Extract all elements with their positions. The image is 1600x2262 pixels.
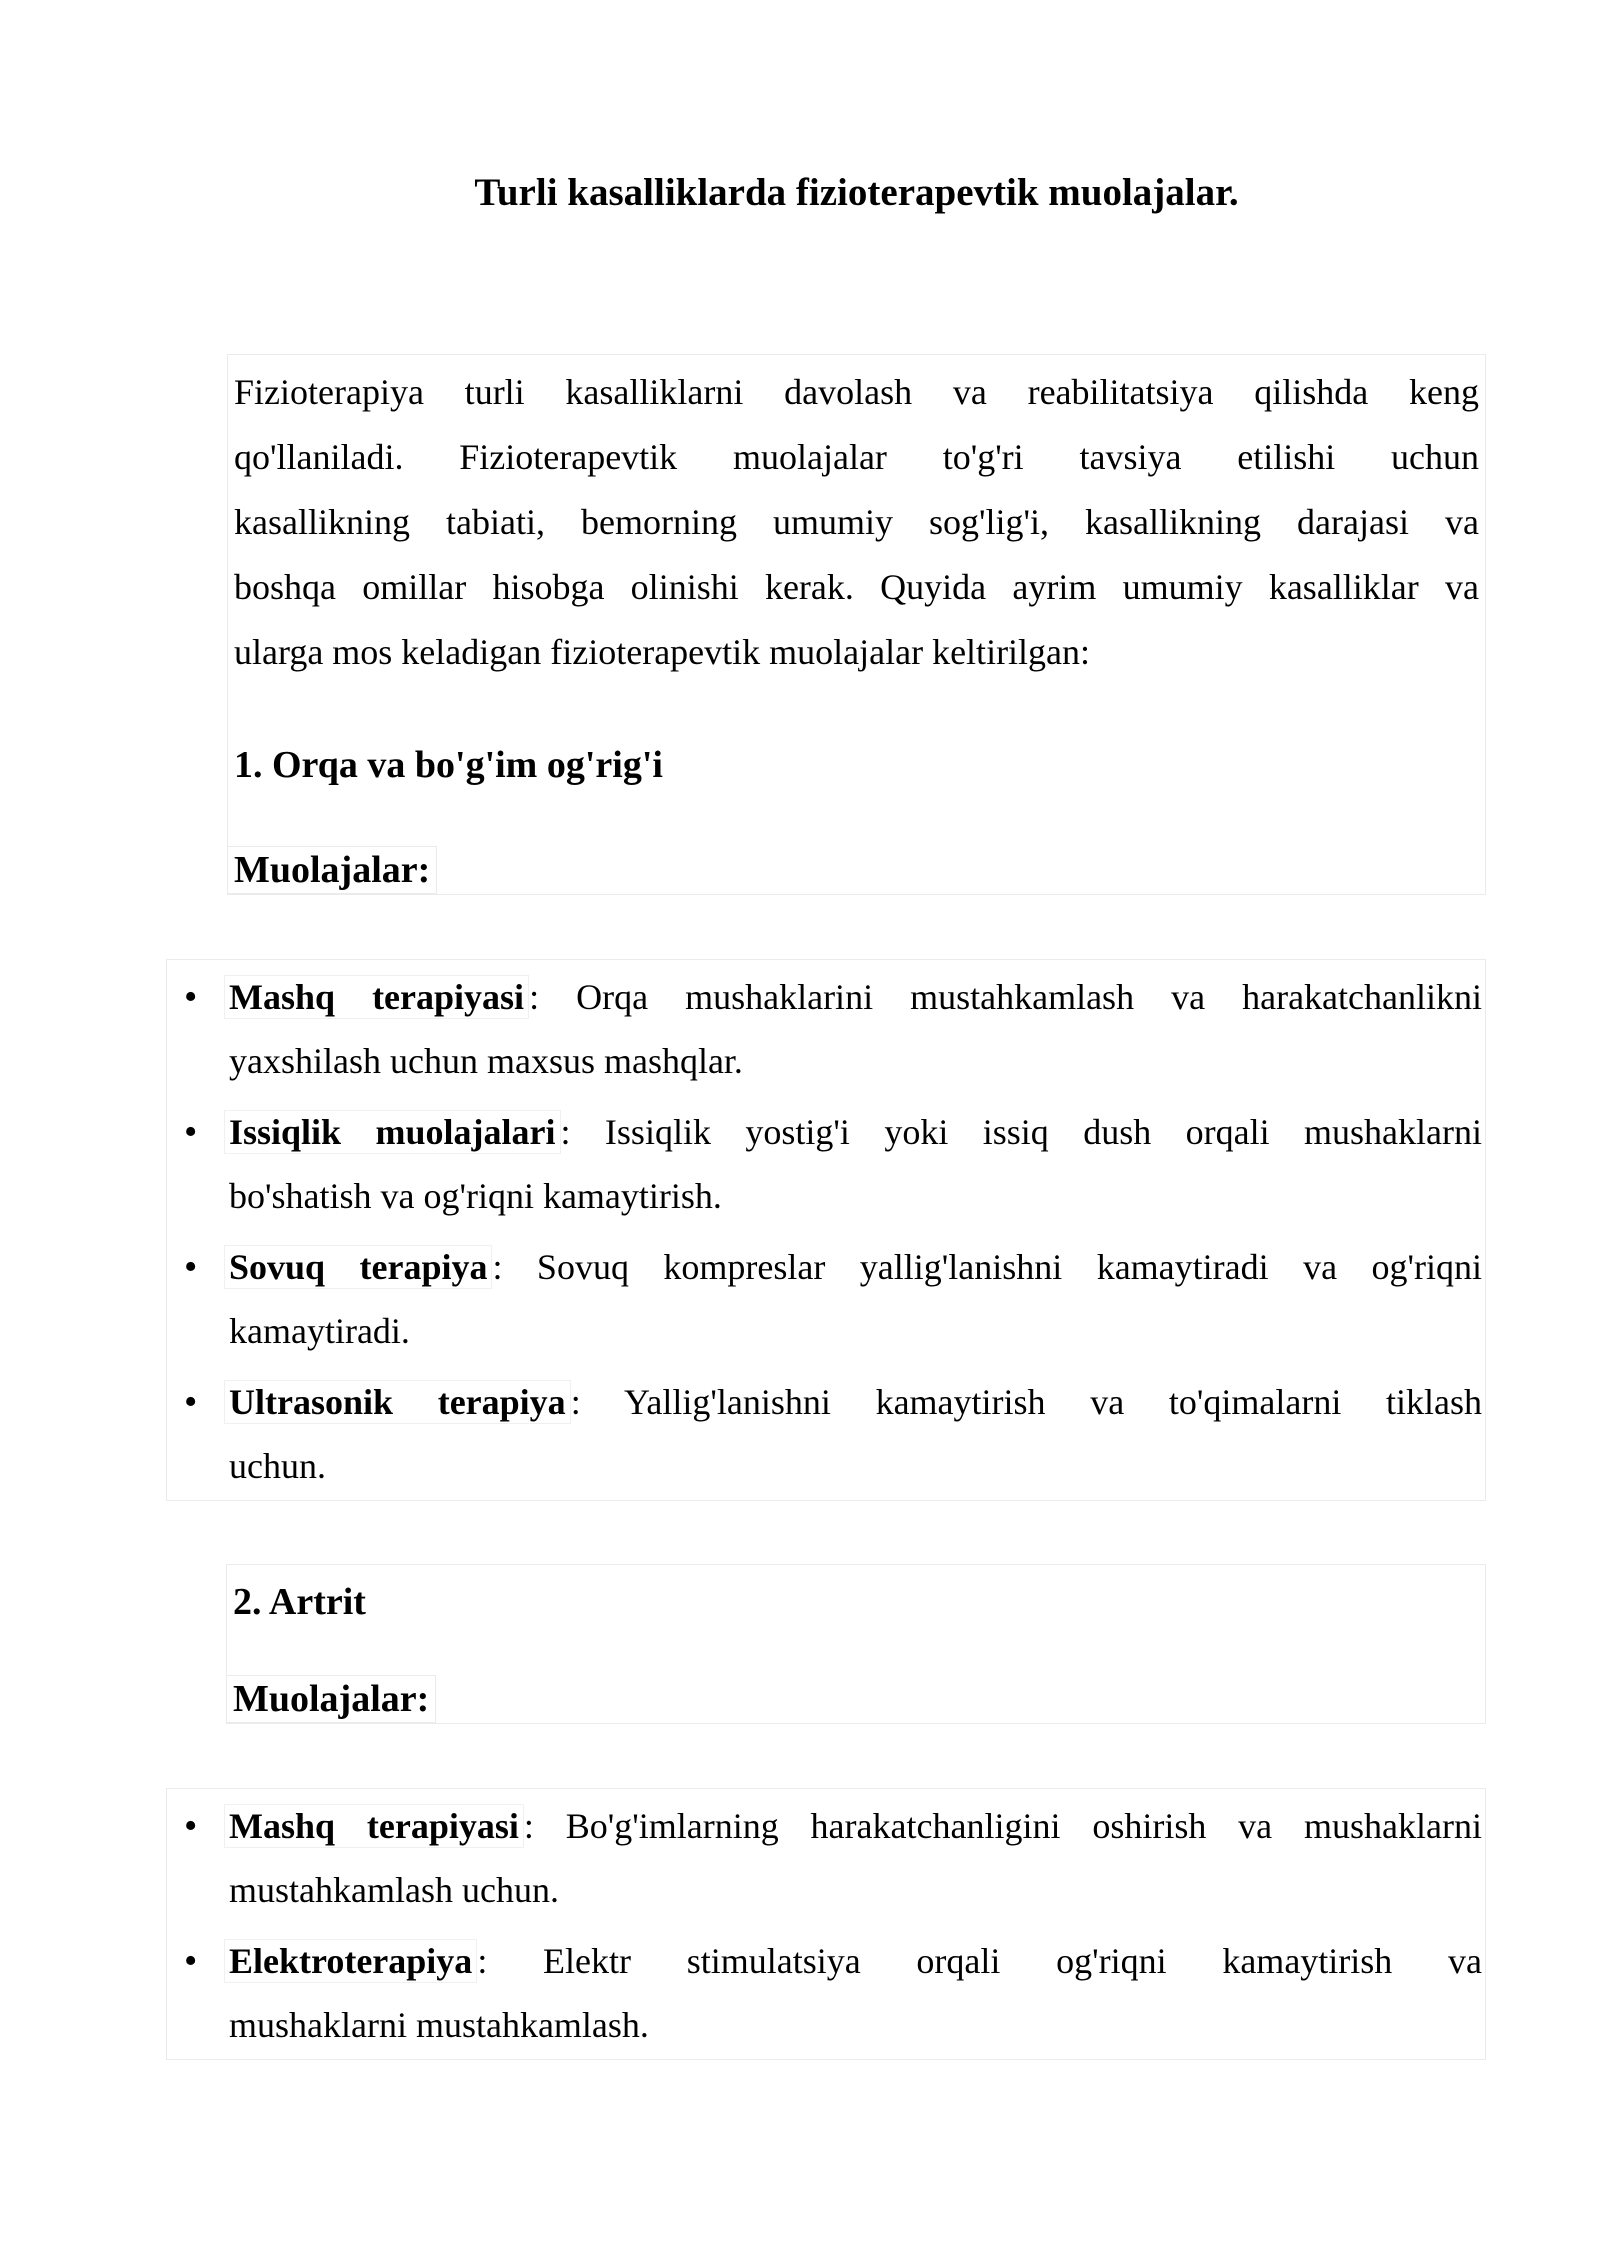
section-2-subheading: Muolajalar: (226, 1675, 436, 1723)
document-title: Turli kasalliklarda fizioterapevtik muolajalar. (474, 171, 1239, 214)
list-item-term: Issiqlik muolajalari (224, 1110, 561, 1154)
list-item-term: Mashq terapiyasi (224, 1804, 524, 1848)
section-1-bullet-list (166, 959, 1486, 1501)
list-item (167, 1370, 1482, 1498)
list-item-line-2: mustahkamlash uchun. (229, 1870, 559, 1910)
list-item-line-1 (229, 1794, 1482, 1858)
section-1-subheading: Muolajalar: (227, 846, 437, 894)
list-item-term: Ultrasonik terapiya (224, 1380, 571, 1424)
bullet-icon: • (184, 1246, 198, 1288)
list-item-line-2: uchun. (229, 1446, 326, 1486)
bullet-icon: • (184, 1805, 198, 1847)
list-item-term: Mashq terapiyasi (224, 975, 529, 1019)
intro-line-1: Fizioterapiya turli kasalliklarni davolash va reabilitatsiya qilishda keng (234, 372, 1479, 412)
list-item-line-1 (229, 1929, 1482, 1993)
list-item (167, 1794, 1482, 1922)
list-item (167, 965, 1482, 1093)
list-item-text: : Sovuq kompreslar yallig'lanishni kamaytiradi va og'riqni (492, 1247, 1482, 1287)
list-item-term: Sovuq terapiya (224, 1245, 492, 1289)
list-item-text: : Elektr stimulatsiya orqali og'riqni kamaytirish va (477, 1941, 1482, 1981)
section-2-heading: 2. Artrit (233, 1581, 366, 1623)
section-2-subheading-wrap (233, 1675, 1479, 1723)
section-2-box (226, 1564, 1486, 1724)
list-item (167, 1929, 1482, 2057)
intro-line-4: boshqa omillar hisobga olinishi kerak. Quyida ayrim umumiy kasalliklar va (234, 567, 1479, 607)
list-item-line-2: bo'shatish va og'riqni kamaytirish. (229, 1176, 722, 1216)
list-item-line-2: kamaytiradi. (229, 1311, 410, 1351)
list-item-line-1 (229, 1100, 1482, 1164)
bullet-icon: • (184, 1381, 198, 1423)
list-item-line-2: yaxshilash uchun maxsus mashqlar. (229, 1041, 743, 1081)
intro-line-5: ularga mos keladigan fizioterapevtik muolajalar keltirilgan: (234, 632, 1091, 672)
list-item (167, 1100, 1482, 1228)
section-1-heading: 1. Orqa va bo'g'im og'rig'i (234, 744, 663, 786)
list-item-line-1 (229, 965, 1482, 1029)
bullet-icon: • (184, 1940, 198, 1982)
list-item-term: Elektroterapiya (224, 1939, 477, 1983)
list-item-line-2: mushaklarni mustahkamlash. (229, 2005, 649, 2045)
list-item (167, 1235, 1482, 1363)
list-item-text: : Bo'g'imlarning harakatchanligini oshirish va mushaklarni (523, 1806, 1482, 1846)
section-1-subheading-wrap (234, 846, 1479, 894)
list-item-text: : Issiqlik yostig'i yoki issiq dush orqali mushaklarni (560, 1112, 1483, 1152)
intro-paragraph (234, 360, 1479, 685)
list-item-line-1 (229, 1235, 1482, 1299)
list-item-text: : Yallig'lanishni kamaytirish va to'qimalarni tiklash (570, 1382, 1483, 1422)
list-item-text: : Orqa mushaklarini mustahkamlash va harakatchanlikni (529, 977, 1483, 1017)
intro-line-2: qo'llaniladi. Fizioterapevtik muolajalar to'g'ri tavsiya etilishi uchun (234, 437, 1479, 477)
section-2-bullet-list (166, 1788, 1486, 2060)
intro-line-3: kasallikning tabiati, bemorning umumiy sog'lig'i, kasallikning darajasi va (234, 502, 1479, 542)
bullet-icon: • (184, 1111, 198, 1153)
list-item-line-1 (229, 1370, 1482, 1434)
intro-section-box (227, 354, 1486, 895)
bullet-icon: • (184, 976, 198, 1018)
